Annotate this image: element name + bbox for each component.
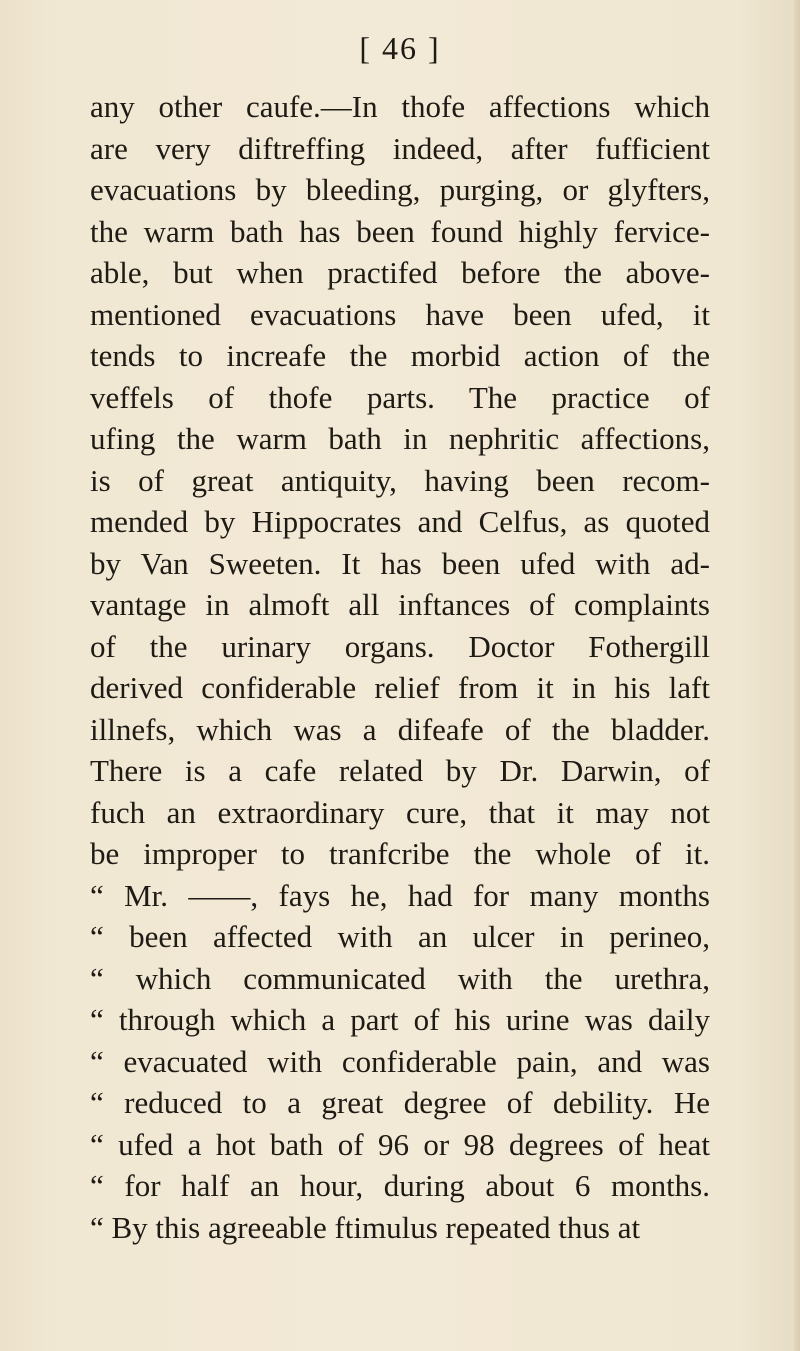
text-line: derived confiderable relief from it in his laft	[90, 670, 710, 705]
text-line: be improper to tranfcribe the whole of it.	[90, 836, 710, 871]
text-line: of the urinary organs. Doctor Fothergill	[90, 628, 710, 664]
text-line: “ through which a part of his urine was daily	[90, 1002, 710, 1037]
text-line: “ reduced to a great degree of debility. He	[90, 1085, 710, 1120]
text-line: by Van Sweeten. It has been ufed with ad-	[90, 545, 710, 581]
text-line: “ ufed a hot bath of 96 or 98 degrees of heat	[90, 1126, 710, 1162]
text-line: ufing the warm bath in nephritic affections,	[90, 421, 710, 456]
text-line: “ evacuated with confiderable pain, and was	[90, 1043, 710, 1079]
text-line: mentioned evacuations have been ufed, it	[90, 296, 710, 332]
text-line: “ By this agreeable ftimulus repeated thus at	[90, 1209, 641, 1245]
page-edge	[794, 0, 800, 1351]
text-line: There is a cafe related by Dr. Darwin, of	[90, 753, 710, 788]
text-line: “ Mr. ——, fays he, had for many months	[90, 877, 710, 913]
text-line: are very diftreffing indeed, after fufficient	[90, 130, 710, 166]
text-line: any other caufe.—In thofe affections which	[90, 89, 710, 124]
text-line: is of great antiquity, having been recom-	[90, 462, 710, 498]
text-line: the warm bath has been found highly fervice-	[90, 213, 710, 249]
text-line: “ for half an hour, during about 6 months.	[90, 1168, 710, 1203]
text-line: mended by Hippocrates and Celfus, as quoted	[90, 504, 710, 539]
body-text	[90, 86, 710, 1248]
text-line: veffels of thofe parts. The practice of	[90, 379, 710, 415]
text-line: “ been affected with an ulcer in perineo,	[90, 919, 710, 954]
text-line: fuch an extraordinary cure, that it may not	[90, 794, 710, 830]
text-line: “ which communicated with the urethra,	[90, 960, 710, 996]
text-line: tends to increafe the morbid action of the	[90, 338, 710, 373]
text-line: evacuations by bleeding, purging, or glyfters,	[90, 172, 710, 207]
text-line: able, but when practifed before the above-	[90, 255, 710, 290]
page-number: [ 46 ]	[359, 30, 441, 66]
text-line: illnefs, which was a difeafe of the bladder.	[90, 711, 710, 747]
text-line: vantage in almoft all inftances of complaints	[90, 587, 710, 622]
